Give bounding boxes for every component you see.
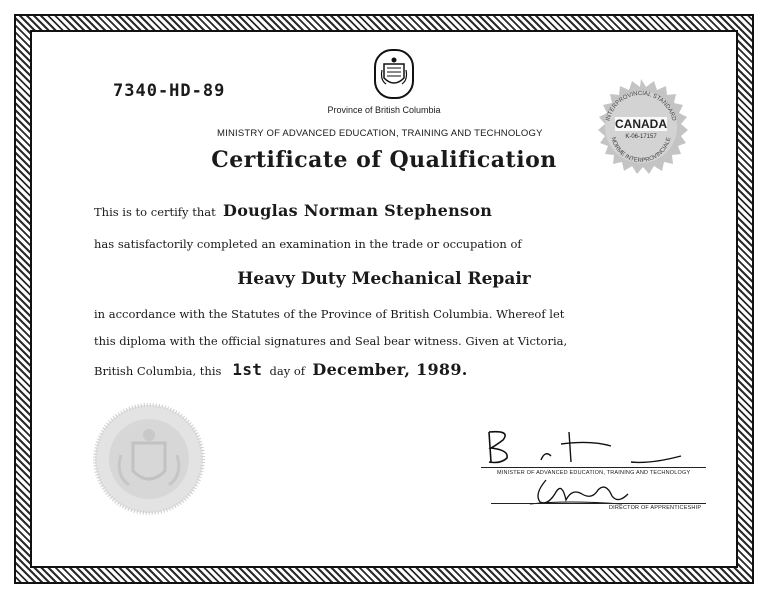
date-line <box>94 360 468 379</box>
minister-signature <box>481 426 711 466</box>
completed-text: has satisfactorily completed an examination in the trade or occupation of <box>94 237 522 251</box>
provincial-crest-icon <box>374 49 414 99</box>
trade-name: Heavy Duty Mechanical Repair <box>237 269 531 289</box>
certificate-content <box>31 31 737 567</box>
minister-label: MINISTER OF ADVANCED EDUCATION, TRAINING AND TECHNOLOGY <box>497 470 691 476</box>
embossed-seal <box>93 403 205 515</box>
certificate-number: 7340-HD-89 <box>113 81 226 101</box>
certificate-title: Certificate of Qualification <box>211 147 557 173</box>
certify-prefix: This is to certify that <box>94 205 216 219</box>
recipient-name: Douglas Norman Stephenson <box>223 201 493 220</box>
interprovincial-seal <box>591 77 691 177</box>
province-name: Province of British Columbia <box>327 105 441 115</box>
ministry-name: MINISTRY OF ADVANCED EDUCATION, TRAINING AND TECHNOLOGY <box>217 128 543 139</box>
statute-line: in accordance with the Statutes of the Province of British Columbia. Whereof let <box>94 307 565 321</box>
month-year: December, 1989. <box>312 360 468 379</box>
seal-bottom-arc: NORME INTERPROVINCIALE <box>609 136 673 165</box>
certify-line <box>94 201 492 220</box>
day-of-text: day of <box>269 364 306 378</box>
seal-code: K-06-17157 <box>625 134 657 140</box>
diploma-line: this diploma with the official signatures and Seal bear witness. Given at Victoria, <box>94 334 568 348</box>
day-number: 1st <box>232 360 263 379</box>
seal-country: CANADA <box>615 117 667 131</box>
director-label: DIRECTOR OF APPRENTICESHIP <box>609 505 702 511</box>
place-prefix: British Columbia, this <box>94 364 222 378</box>
seal-top-arc: INTERPROVINCIAL STANDARD <box>605 90 677 122</box>
director-signature-line <box>491 503 706 504</box>
minister-signature-line <box>481 467 706 468</box>
